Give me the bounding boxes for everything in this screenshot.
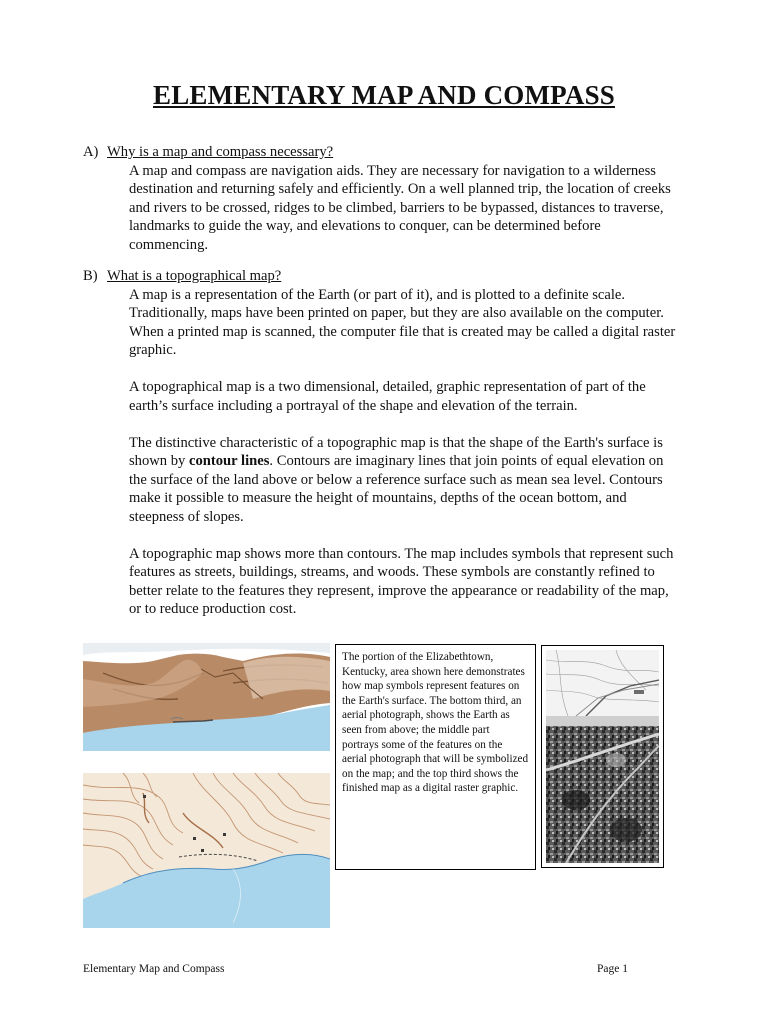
section-a	[83, 143, 683, 254]
question-a	[83, 143, 683, 162]
aerial-photo-frame	[541, 645, 664, 868]
paragraph: A topographical map is a two dimensional, detailed, graphic representation of part of the earth’s surface including a portrayal of the shape and elevation of the terrain.	[129, 379, 646, 414]
question-letter: A)	[83, 144, 99, 160]
terrain-graphic	[83, 643, 330, 751]
section-b	[83, 267, 683, 619]
contour-rest: Contours are imaginary lines that join points of equal elevation on the surface of the land above or below a reference surface such as mean sea level. Contours make it possible to measure the height of mountains, depths of the ocean bottom, and steepness of slopes.	[129, 453, 664, 525]
page-number: Page 1	[597, 963, 628, 975]
contour-intro: The distinctive characteristic of a topographic map is that the shape of the Earth's surface is shown by	[129, 434, 663, 469]
contour-term: contour lines	[189, 453, 270, 469]
question-letter: B)	[83, 268, 98, 284]
paragraph: A topographic map shows more than contours. The map includes symbols that represent such features as streets, buildings, streams, and woods. These symbols are constantly refined to better relate to the features they represent, improve the appearance or readability of the map, or to reduce production cost.	[129, 545, 674, 617]
footer-title: Elementary Map and Compass	[83, 963, 225, 975]
question-text: What is a topographical map?	[107, 268, 282, 284]
topographic-map-illustration	[83, 773, 330, 928]
question-text: Why is a map and compass necessary?	[107, 144, 334, 160]
contour-after: .	[269, 453, 277, 469]
paragraph: A map and compass are navigation aids. They are necessary for navigation to a wilderness destination and returning safely and efficiently. On a well planned trip, the location of creeks and rivers to be crossed, ridges to be climbed, barriers to be bypassed, distances to traverse, landmarks to guide the way, and elevations to conquer, can be determined before commencing.	[129, 162, 671, 253]
topo-map-graphic	[83, 773, 330, 928]
page-title: ELEMENTARY MAP AND COMPASS	[152, 80, 615, 110]
figure-caption: The portion of the Elizabethtown, Kentucky, area shown here demonstrates how map symbols represent features on the Earth's surface. The bottom third, an aerial photograph, shows the Earth as seen from above; the middle part portrays some of the features on the aerial photograph that will be symbolized on the map; and the top third shows the finished map as a digital raster graphic.	[342, 651, 529, 795]
paragraph-contour	[129, 434, 683, 527]
question-b	[83, 267, 683, 286]
aerial-photo-graphic	[546, 650, 659, 863]
paragraph: A map is a representation of the Earth (or part of it), and is plotted to a definite scale. Traditionally, maps have been printed on paper, but they are also available on the computer. When a printed map is scanned, the computer file that is created may be called a digital raster graphic.	[129, 286, 676, 358]
figure-caption-box	[335, 644, 536, 870]
terrain-illustration	[83, 643, 330, 751]
